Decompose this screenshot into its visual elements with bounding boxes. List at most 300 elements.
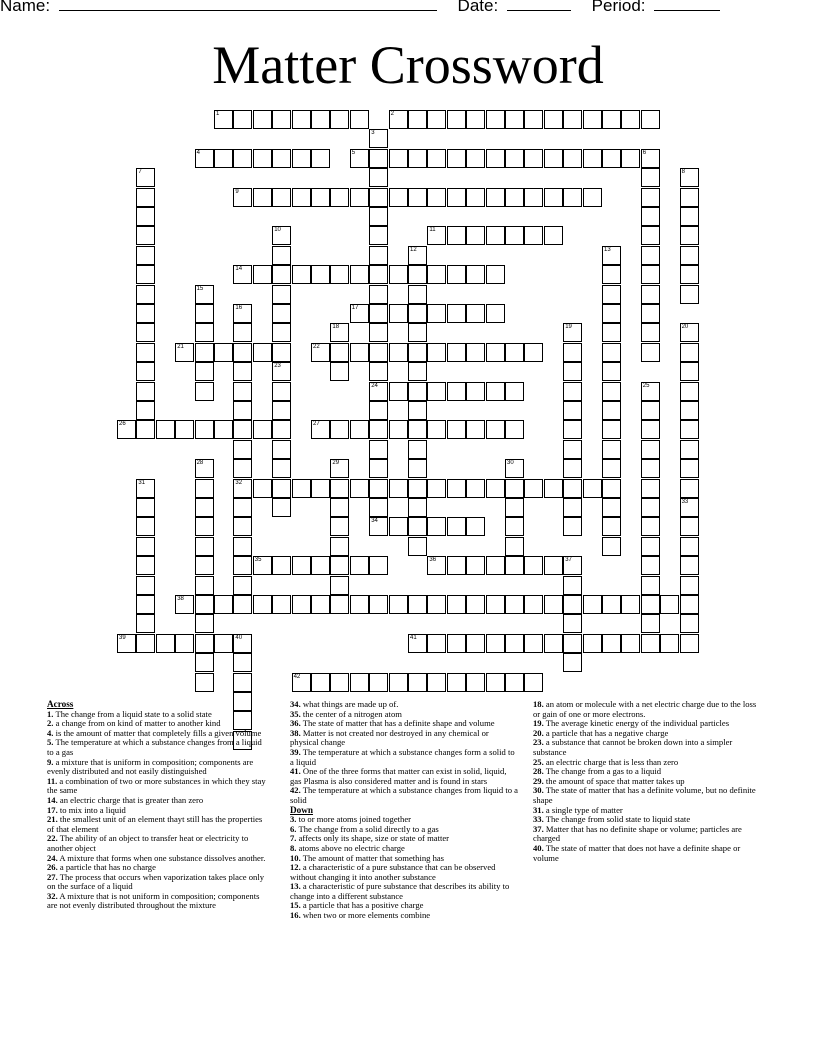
crossword-cell[interactable]	[272, 323, 291, 342]
crossword-cell[interactable]	[233, 343, 252, 362]
crossword-cell[interactable]	[369, 149, 388, 168]
crossword-cell[interactable]	[505, 149, 524, 168]
crossword-cell[interactable]	[389, 188, 408, 207]
crossword-cell[interactable]	[680, 207, 699, 226]
crossword-cell[interactable]	[136, 537, 155, 556]
crossword-cell[interactable]	[136, 479, 155, 498]
crossword-cell[interactable]	[253, 479, 272, 498]
crossword-cell[interactable]	[214, 634, 233, 653]
crossword-cell[interactable]	[563, 556, 582, 575]
crossword-cell[interactable]	[544, 110, 563, 129]
crossword-cell[interactable]	[641, 517, 660, 536]
crossword-cell[interactable]	[272, 304, 291, 323]
crossword-cell[interactable]	[602, 246, 621, 265]
crossword-cell[interactable]	[466, 188, 485, 207]
crossword-cell[interactable]	[175, 595, 194, 614]
crossword-cell[interactable]	[272, 440, 291, 459]
crossword-cell[interactable]	[583, 110, 602, 129]
crossword-cell[interactable]	[330, 343, 349, 362]
crossword-cell[interactable]	[195, 149, 214, 168]
crossword-cell[interactable]	[233, 401, 252, 420]
crossword-cell[interactable]	[408, 149, 427, 168]
crossword-cell[interactable]	[505, 556, 524, 575]
crossword-cell[interactable]	[427, 420, 446, 439]
crossword-cell[interactable]	[524, 673, 543, 692]
crossword-cell[interactable]	[136, 285, 155, 304]
crossword-cell[interactable]	[447, 673, 466, 692]
crossword-cell[interactable]	[350, 595, 369, 614]
crossword-cell[interactable]	[195, 537, 214, 556]
crossword-cell[interactable]	[427, 188, 446, 207]
crossword-cell[interactable]	[505, 537, 524, 556]
crossword-cell[interactable]	[583, 149, 602, 168]
crossword-cell[interactable]	[233, 304, 252, 323]
crossword-cell[interactable]	[330, 576, 349, 595]
crossword-cell[interactable]	[195, 479, 214, 498]
crossword-cell[interactable]	[233, 517, 252, 536]
crossword-cell[interactable]	[641, 168, 660, 187]
crossword-cell[interactable]	[486, 479, 505, 498]
crossword-cell[interactable]	[408, 517, 427, 536]
crossword-cell[interactable]	[369, 207, 388, 226]
crossword-cell[interactable]	[680, 537, 699, 556]
crossword-cell[interactable]	[330, 673, 349, 692]
crossword-cell[interactable]	[447, 382, 466, 401]
crossword-cell[interactable]	[563, 401, 582, 420]
crossword-cell[interactable]	[272, 382, 291, 401]
crossword-cell[interactable]	[330, 420, 349, 439]
crossword-cell[interactable]	[330, 265, 349, 284]
crossword-cell[interactable]	[408, 362, 427, 381]
crossword-cell[interactable]	[602, 110, 621, 129]
crossword-cell[interactable]	[505, 188, 524, 207]
crossword-cell[interactable]	[680, 595, 699, 614]
crossword-cell[interactable]	[389, 110, 408, 129]
crossword-cell[interactable]	[680, 517, 699, 536]
crossword-cell[interactable]	[195, 576, 214, 595]
crossword-cell[interactable]	[641, 343, 660, 362]
crossword-cell[interactable]	[195, 304, 214, 323]
crossword-cell[interactable]	[680, 634, 699, 653]
crossword-cell[interactable]	[369, 401, 388, 420]
crossword-cell[interactable]	[427, 673, 446, 692]
crossword-cell[interactable]	[427, 595, 446, 614]
crossword-cell[interactable]	[544, 479, 563, 498]
crossword-cell[interactable]	[486, 673, 505, 692]
crossword-cell[interactable]	[330, 556, 349, 575]
crossword-cell[interactable]	[427, 382, 446, 401]
crossword-cell[interactable]	[369, 246, 388, 265]
crossword-cell[interactable]	[330, 459, 349, 478]
crossword-cell[interactable]	[195, 556, 214, 575]
crossword-cell[interactable]	[447, 595, 466, 614]
crossword-cell[interactable]	[447, 149, 466, 168]
crossword-cell[interactable]	[195, 343, 214, 362]
crossword-cell[interactable]	[602, 265, 621, 284]
crossword-cell[interactable]	[350, 265, 369, 284]
crossword-cell[interactable]	[544, 556, 563, 575]
crossword-cell[interactable]	[369, 226, 388, 245]
crossword-cell[interactable]	[486, 149, 505, 168]
crossword-cell[interactable]	[408, 634, 427, 653]
crossword-cell[interactable]	[369, 459, 388, 478]
crossword-cell[interactable]	[233, 188, 252, 207]
crossword-cell[interactable]	[408, 188, 427, 207]
crossword-cell[interactable]	[369, 673, 388, 692]
crossword-cell[interactable]	[563, 420, 582, 439]
crossword-cell[interactable]	[563, 188, 582, 207]
crossword-cell[interactable]	[563, 595, 582, 614]
crossword-cell[interactable]	[330, 517, 349, 536]
crossword-cell[interactable]	[233, 459, 252, 478]
crossword-cell[interactable]	[427, 226, 446, 245]
crossword-cell[interactable]	[369, 517, 388, 536]
crossword-cell[interactable]	[486, 110, 505, 129]
crossword-cell[interactable]	[350, 343, 369, 362]
crossword-cell[interactable]	[195, 595, 214, 614]
crossword-cell[interactable]	[136, 595, 155, 614]
crossword-cell[interactable]	[602, 517, 621, 536]
crossword-cell[interactable]	[680, 479, 699, 498]
crossword-cell[interactable]	[447, 265, 466, 284]
crossword-cell[interactable]	[563, 479, 582, 498]
crossword-cell[interactable]	[563, 576, 582, 595]
crossword-cell[interactable]	[680, 440, 699, 459]
crossword-cell[interactable]	[369, 304, 388, 323]
crossword-cell[interactable]	[505, 479, 524, 498]
crossword-cell[interactable]	[408, 304, 427, 323]
crossword-cell[interactable]	[136, 420, 155, 439]
crossword-cell[interactable]	[563, 149, 582, 168]
crossword-cell[interactable]	[272, 556, 291, 575]
crossword-cell[interactable]	[369, 129, 388, 148]
crossword-cell[interactable]	[369, 188, 388, 207]
crossword-cell[interactable]	[563, 634, 582, 653]
crossword-cell[interactable]	[447, 304, 466, 323]
crossword-cell[interactable]	[195, 459, 214, 478]
crossword-cell[interactable]	[641, 323, 660, 342]
crossword-cell[interactable]	[253, 595, 272, 614]
crossword-cell[interactable]	[602, 401, 621, 420]
crossword-cell[interactable]	[175, 420, 194, 439]
crossword-cell[interactable]	[233, 440, 252, 459]
crossword-cell[interactable]	[272, 265, 291, 284]
crossword-cell[interactable]	[563, 323, 582, 342]
crossword-cell[interactable]	[272, 459, 291, 478]
crossword-cell[interactable]	[680, 614, 699, 633]
crossword-cell[interactable]	[524, 226, 543, 245]
crossword-cell[interactable]	[563, 459, 582, 478]
crossword-cell[interactable]	[563, 440, 582, 459]
crossword-cell[interactable]	[524, 634, 543, 653]
crossword-cell[interactable]	[330, 537, 349, 556]
crossword-cell[interactable]	[408, 479, 427, 498]
crossword-cell[interactable]	[621, 149, 640, 168]
crossword-cell[interactable]	[563, 343, 582, 362]
crossword-cell[interactable]	[486, 304, 505, 323]
crossword-cell[interactable]	[680, 576, 699, 595]
crossword-cell[interactable]	[195, 614, 214, 633]
crossword-cell[interactable]	[389, 265, 408, 284]
crossword-cell[interactable]	[524, 479, 543, 498]
crossword-cell[interactable]	[369, 168, 388, 187]
crossword-cell[interactable]	[641, 440, 660, 459]
crossword-cell[interactable]	[544, 149, 563, 168]
crossword-cell[interactable]	[195, 517, 214, 536]
crossword-cell[interactable]	[466, 149, 485, 168]
crossword-cell[interactable]	[292, 188, 311, 207]
crossword-cell[interactable]	[486, 595, 505, 614]
crossword-cell[interactable]	[253, 556, 272, 575]
crossword-cell[interactable]	[641, 479, 660, 498]
crossword-cell[interactable]	[136, 556, 155, 575]
crossword-cell[interactable]	[136, 323, 155, 342]
crossword-cell[interactable]	[408, 401, 427, 420]
crossword-cell[interactable]	[563, 498, 582, 517]
crossword-cell[interactable]	[233, 595, 252, 614]
crossword-cell[interactable]	[447, 420, 466, 439]
crossword-cell[interactable]	[466, 673, 485, 692]
crossword-cell[interactable]	[369, 479, 388, 498]
crossword-cell[interactable]	[466, 479, 485, 498]
crossword-cell[interactable]	[408, 595, 427, 614]
crossword-cell[interactable]	[427, 517, 446, 536]
crossword-cell[interactable]	[330, 595, 349, 614]
crossword-cell[interactable]	[641, 614, 660, 633]
crossword-cell[interactable]	[311, 265, 330, 284]
crossword-cell[interactable]	[602, 479, 621, 498]
crossword-cell[interactable]	[408, 459, 427, 478]
crossword-cell[interactable]	[136, 207, 155, 226]
crossword-cell[interactable]	[408, 110, 427, 129]
crossword-cell[interactable]	[408, 382, 427, 401]
crossword-cell[interactable]	[427, 110, 446, 129]
crossword-cell[interactable]	[408, 246, 427, 265]
crossword-cell[interactable]	[311, 595, 330, 614]
crossword-cell[interactable]	[466, 382, 485, 401]
crossword-cell[interactable]	[602, 595, 621, 614]
crossword-cell[interactable]	[583, 595, 602, 614]
crossword-cell[interactable]	[602, 362, 621, 381]
crossword-cell[interactable]	[389, 382, 408, 401]
crossword-cell[interactable]	[233, 479, 252, 498]
crossword-cell[interactable]	[408, 265, 427, 284]
crossword-cell[interactable]	[427, 556, 446, 575]
crossword-cell[interactable]	[253, 188, 272, 207]
crossword-cell[interactable]	[369, 265, 388, 284]
crossword-cell[interactable]	[505, 226, 524, 245]
crossword-cell[interactable]	[136, 226, 155, 245]
crossword-cell[interactable]	[583, 634, 602, 653]
crossword-cell[interactable]	[447, 226, 466, 245]
crossword-cell[interactable]	[233, 265, 252, 284]
crossword-cell[interactable]	[641, 420, 660, 439]
crossword-cell[interactable]	[447, 556, 466, 575]
crossword-cell[interactable]	[369, 556, 388, 575]
crossword-cell[interactable]	[486, 556, 505, 575]
crossword-cell[interactable]	[350, 420, 369, 439]
crossword-cell[interactable]	[292, 265, 311, 284]
crossword-cell[interactable]	[292, 479, 311, 498]
crossword-cell[interactable]	[195, 653, 214, 672]
crossword-cell[interactable]	[524, 595, 543, 614]
crossword-cell[interactable]	[602, 537, 621, 556]
crossword-cell[interactable]	[272, 595, 291, 614]
crossword-cell[interactable]	[311, 343, 330, 362]
crossword-cell[interactable]	[466, 110, 485, 129]
crossword-cell[interactable]	[272, 110, 291, 129]
crossword-cell[interactable]	[136, 401, 155, 420]
crossword-cell[interactable]	[136, 382, 155, 401]
crossword-cell[interactable]	[680, 343, 699, 362]
crossword-cell[interactable]	[408, 420, 427, 439]
crossword-cell[interactable]	[136, 498, 155, 517]
crossword-cell[interactable]	[233, 420, 252, 439]
crossword-cell[interactable]	[447, 517, 466, 536]
crossword-cell[interactable]	[311, 673, 330, 692]
crossword-cell[interactable]	[233, 362, 252, 381]
crossword-cell[interactable]	[369, 382, 388, 401]
crossword-cell[interactable]	[641, 401, 660, 420]
crossword-cell[interactable]	[641, 382, 660, 401]
crossword-cell[interactable]	[447, 188, 466, 207]
crossword-cell[interactable]	[117, 634, 136, 653]
crossword-cell[interactable]	[408, 673, 427, 692]
crossword-cell[interactable]	[524, 556, 543, 575]
crossword-cell[interactable]	[486, 265, 505, 284]
crossword-cell[interactable]	[233, 323, 252, 342]
crossword-cell[interactable]	[486, 188, 505, 207]
crossword-cell[interactable]	[136, 188, 155, 207]
crossword-cell[interactable]	[389, 517, 408, 536]
crossword-cell[interactable]	[680, 498, 699, 517]
crossword-cell[interactable]	[505, 343, 524, 362]
crossword-cell[interactable]	[641, 226, 660, 245]
crossword-cell[interactable]	[524, 343, 543, 362]
crossword-cell[interactable]	[156, 420, 175, 439]
crossword-cell[interactable]	[272, 401, 291, 420]
crossword-cell[interactable]	[641, 207, 660, 226]
crossword-cell[interactable]	[447, 479, 466, 498]
crossword-cell[interactable]	[427, 479, 446, 498]
crossword-cell[interactable]	[136, 246, 155, 265]
crossword-cell[interactable]	[486, 343, 505, 362]
crossword-cell[interactable]	[427, 304, 446, 323]
crossword-cell[interactable]	[272, 226, 291, 245]
crossword-cell[interactable]	[214, 343, 233, 362]
crossword-cell[interactable]	[602, 285, 621, 304]
crossword-cell[interactable]	[117, 420, 136, 439]
crossword-cell[interactable]	[136, 304, 155, 323]
crossword-cell[interactable]	[175, 343, 194, 362]
crossword-cell[interactable]	[272, 188, 291, 207]
crossword-cell[interactable]	[136, 517, 155, 536]
crossword-cell[interactable]	[136, 362, 155, 381]
crossword-cell[interactable]	[350, 673, 369, 692]
crossword-cell[interactable]	[292, 556, 311, 575]
crossword-cell[interactable]	[272, 420, 291, 439]
crossword-cell[interactable]	[408, 537, 427, 556]
crossword-cell[interactable]	[175, 634, 194, 653]
crossword-cell[interactable]	[486, 634, 505, 653]
crossword-cell[interactable]	[272, 246, 291, 265]
crossword-cell[interactable]	[233, 498, 252, 517]
crossword-cell[interactable]	[563, 382, 582, 401]
crossword-cell[interactable]	[369, 440, 388, 459]
crossword-cell[interactable]	[350, 110, 369, 129]
crossword-cell[interactable]	[350, 304, 369, 323]
crossword-cell[interactable]	[524, 188, 543, 207]
crossword-cell[interactable]	[466, 420, 485, 439]
crossword-cell[interactable]	[272, 149, 291, 168]
crossword-cell[interactable]	[641, 459, 660, 478]
crossword-cell[interactable]	[680, 323, 699, 342]
crossword-cell[interactable]	[680, 459, 699, 478]
crossword-cell[interactable]	[214, 149, 233, 168]
crossword-cell[interactable]	[563, 653, 582, 672]
crossword-cell[interactable]	[330, 479, 349, 498]
crossword-cell[interactable]	[311, 420, 330, 439]
crossword-cell[interactable]	[233, 149, 252, 168]
crossword-cell[interactable]	[389, 479, 408, 498]
crossword-cell[interactable]	[330, 110, 349, 129]
crossword-cell[interactable]	[136, 576, 155, 595]
crossword-cell[interactable]	[408, 285, 427, 304]
crossword-cell[interactable]	[563, 362, 582, 381]
crossword-cell[interactable]	[292, 110, 311, 129]
crossword-cell[interactable]	[408, 323, 427, 342]
crossword-cell[interactable]	[369, 420, 388, 439]
crossword-cell[interactable]	[680, 188, 699, 207]
crossword-cell[interactable]	[408, 440, 427, 459]
crossword-cell[interactable]	[427, 265, 446, 284]
crossword-cell[interactable]	[214, 420, 233, 439]
crossword-cell[interactable]	[641, 149, 660, 168]
crossword-cell[interactable]	[466, 634, 485, 653]
crossword-cell[interactable]	[602, 459, 621, 478]
crossword-cell[interactable]	[466, 265, 485, 284]
crossword-cell[interactable]	[311, 188, 330, 207]
crossword-cell[interactable]	[195, 285, 214, 304]
crossword-cell[interactable]	[369, 362, 388, 381]
crossword-cell[interactable]	[602, 498, 621, 517]
crossword-cell[interactable]	[330, 362, 349, 381]
crossword-cell[interactable]	[602, 634, 621, 653]
crossword-cell[interactable]	[427, 634, 446, 653]
crossword-cell[interactable]	[583, 479, 602, 498]
crossword-cell[interactable]	[195, 498, 214, 517]
crossword-cell[interactable]	[466, 556, 485, 575]
crossword-cell[interactable]	[389, 595, 408, 614]
crossword-cell[interactable]	[466, 595, 485, 614]
crossword-cell[interactable]	[680, 246, 699, 265]
crossword-cell[interactable]	[641, 498, 660, 517]
crossword-cell[interactable]	[389, 304, 408, 323]
crossword-cell[interactable]	[311, 556, 330, 575]
crossword-cell[interactable]	[641, 285, 660, 304]
crossword-cell[interactable]	[602, 382, 621, 401]
crossword-cell[interactable]	[505, 498, 524, 517]
crossword-cell[interactable]	[621, 595, 640, 614]
crossword-cell[interactable]	[641, 595, 660, 614]
crossword-cell[interactable]	[350, 188, 369, 207]
crossword-cell[interactable]	[680, 265, 699, 284]
crossword-cell[interactable]	[660, 634, 679, 653]
crossword-cell[interactable]	[330, 323, 349, 342]
crossword-cell[interactable]	[641, 188, 660, 207]
crossword-cell[interactable]	[350, 556, 369, 575]
crossword-cell[interactable]	[680, 362, 699, 381]
